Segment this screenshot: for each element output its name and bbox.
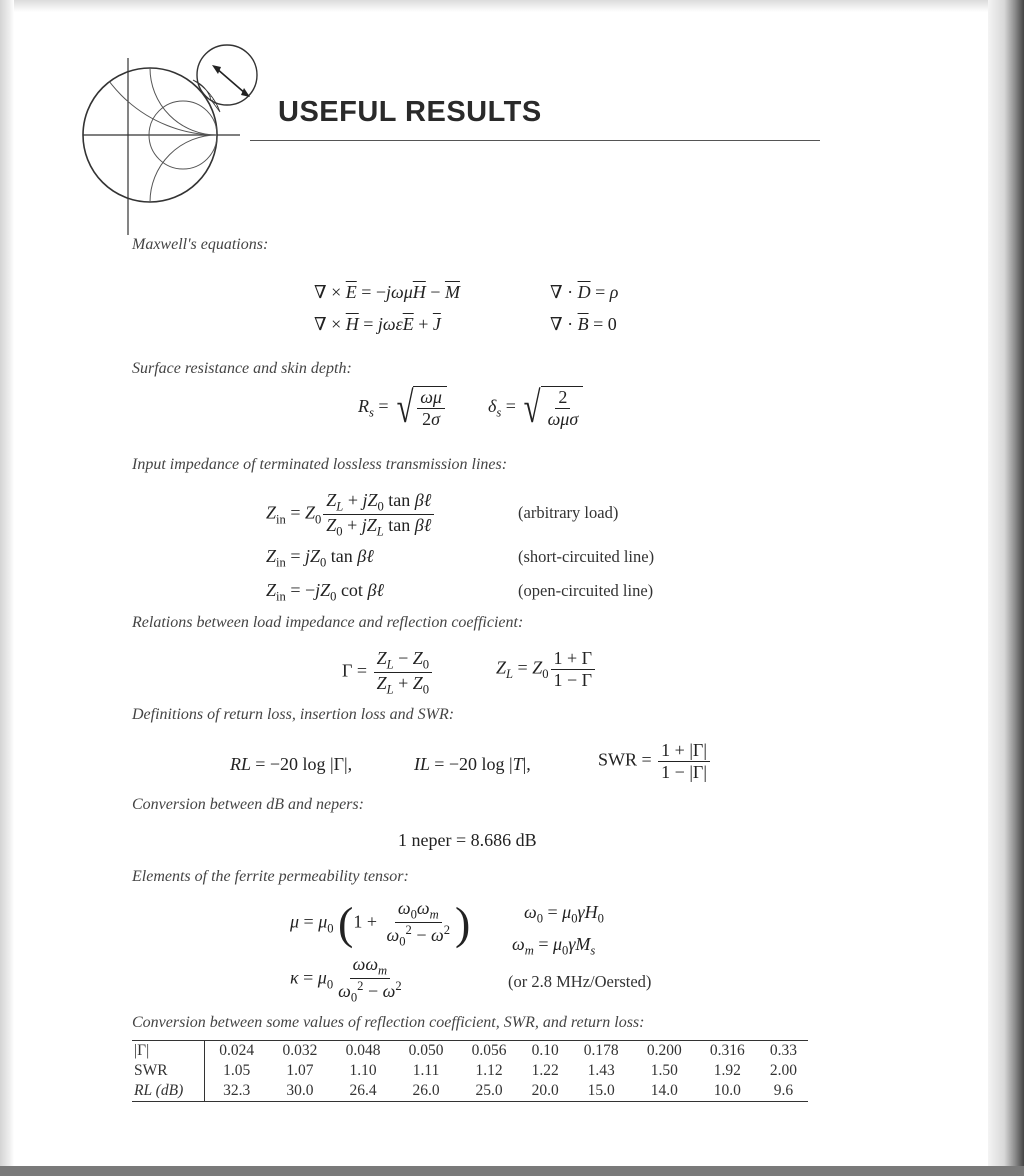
equation-zin-arbitrary: $Z_{in} = Z_0$ $\frac{Z_L + jZ_0 \tan \beta\ell}{Z_0 + jZ_L \tan \beta\ell}$: [266, 490, 436, 539]
equation-div-b: ∇ · $\overline{B} = 0$: [550, 314, 617, 334]
caption-nepers: Conversion between dB and nepers:: [132, 796, 364, 813]
table-cell: 14.0: [633, 1081, 696, 1102]
page-title: USEFUL RESULTS: [278, 96, 542, 128]
equation-surface-resistance: $R_s$ = √ $\frac{\omega\mu}{2\sigma}$: [358, 386, 447, 430]
table-row-return-loss: [132, 1081, 808, 1102]
caption-reflection: Relations between load impedance and reflection coefficient:: [132, 614, 524, 631]
table-cell: 0.316: [696, 1041, 759, 1062]
equation-return-loss: RL = −20 log |Γ|,: [230, 754, 353, 774]
equation-zin-open: $Z_{in} = -jZ_0$ cot βℓ: [266, 580, 384, 604]
table-cell: 10.0: [696, 1081, 759, 1102]
equation-curl-h: ∇ × $\overline{H} = j\omega\varepsilon\overline{E} + \overline{J}$: [314, 314, 441, 334]
table-cell: 1.43: [587, 1062, 615, 1079]
equation-insertion-loss: IL = −20 log |T|,: [414, 754, 531, 774]
table-cell: 1.22: [531, 1062, 559, 1079]
caption-definitions: Definitions of return loss, insertion loss and SWR:: [132, 706, 455, 723]
caption-input-impedance: Input impedance of terminated lossless transmission lines:: [132, 456, 508, 473]
table-cell: 0.33: [759, 1041, 808, 1062]
row-label-swr: SWR: [132, 1061, 205, 1081]
table-row-swr: [132, 1061, 808, 1081]
table-cell: 25.0: [458, 1081, 521, 1102]
table-cell: 0.024: [205, 1041, 269, 1062]
equation-gamma: Γ = $\frac{Z_L - Z_0}{Z_L + Z_0}$: [342, 648, 434, 697]
equation-zl: $Z_L = Z_0$ $\frac{1 + \Gamma}{1 - \Gamma}$: [496, 648, 597, 690]
note-short-circuited: (short-circuited line): [518, 547, 655, 566]
table-cell: 0.200: [633, 1041, 696, 1062]
equation-mu: $\mu = \mu_0$ (1 + $\frac{\omega_0\omega_m}{\omega_0^2 - \omega^2}$ ): [290, 897, 471, 949]
table-cell: 0.178: [570, 1041, 633, 1062]
table-cell: 1.50: [650, 1062, 678, 1079]
caption-skin-depth: Surface resistance and skin depth:: [132, 360, 352, 377]
table-cell: 1.07: [286, 1062, 314, 1079]
table-cell: 0.10: [521, 1041, 570, 1062]
table-cell: 30.0: [268, 1081, 331, 1102]
table-cell: 32.3: [205, 1081, 269, 1102]
equation-skin-depth: $\delta_s$ = √ $\frac{2}{\text{ωμσ}}$: [488, 386, 583, 430]
equation-zin-short: $Z_{in} = jZ_0$ tan βℓ: [266, 546, 374, 570]
row-label-return-loss: RL (dB): [132, 1081, 205, 1102]
page-bottom-edge: [0, 1166, 1024, 1176]
caption-maxwell: Maxwell's equations:: [132, 236, 269, 253]
table-cell: 1.05: [223, 1062, 251, 1079]
equation-swr: SWR = $\frac{1 + |\Gamma|}{1 - |\Gamma|}$: [598, 740, 712, 782]
caption-conversion-table: Conversion between some values of reflection coefficient, SWR, and return loss:: [132, 1014, 645, 1031]
table-cell: 26.0: [395, 1081, 458, 1102]
equation-curl-e: ∇ × $\overline{E} = -j\omega\mu\overline{H} - \overline{M}$: [314, 282, 460, 302]
row-label-gamma: |Γ|: [132, 1041, 205, 1062]
page-top-shadow: [0, 0, 1024, 12]
equation-omega-0: $\omega_0 = \mu_0\gamma H_0$: [524, 902, 604, 926]
table-cell: 0.056: [458, 1041, 521, 1062]
table-cell: 15.0: [570, 1081, 633, 1102]
table-cell: 0.032: [268, 1041, 331, 1062]
neper-conversion: 1 neper = 8.686 dB: [398, 830, 537, 850]
table-cell: 2.00: [769, 1062, 797, 1079]
table-cell: 0.048: [332, 1041, 395, 1062]
title-rule: [250, 140, 820, 141]
table-cell: 20.0: [521, 1081, 570, 1102]
conversion-table: [132, 1040, 808, 1102]
note-open-circuited: (open-circuited line): [518, 581, 654, 600]
table-cell: 1.10: [349, 1062, 377, 1079]
caption-ferrite: Elements of the ferrite permeability tensor:: [132, 868, 409, 885]
table-row-gamma: [132, 1041, 808, 1062]
page-binding-shadow: [988, 0, 1024, 1176]
table-cell: 1.11: [412, 1062, 440, 1079]
page-left-shadow: [0, 0, 14, 1176]
table-cell: 1.92: [713, 1062, 741, 1079]
equation-kappa: $\kappa = \mu_0$ $\frac{\omega\omega_m}{\omega_0^2 - \omega^2}$: [290, 954, 402, 1005]
equation-div-d: ∇ · $\overline{D} = \rho$: [550, 282, 619, 302]
table-cell: 26.4: [332, 1081, 395, 1102]
note-oersted: (or 2.8 MHz/Oersted): [508, 972, 652, 991]
note-arbitrary-load: (arbitrary load): [518, 503, 619, 522]
equation-omega-m: $\omega_m = \mu_0\gamma M_s$: [512, 934, 596, 958]
table-cell: 1.12: [475, 1062, 503, 1079]
smith-chart-logo-icon: [80, 40, 270, 240]
table-cell: 9.6: [759, 1081, 808, 1102]
table-cell: 0.050: [395, 1041, 458, 1062]
